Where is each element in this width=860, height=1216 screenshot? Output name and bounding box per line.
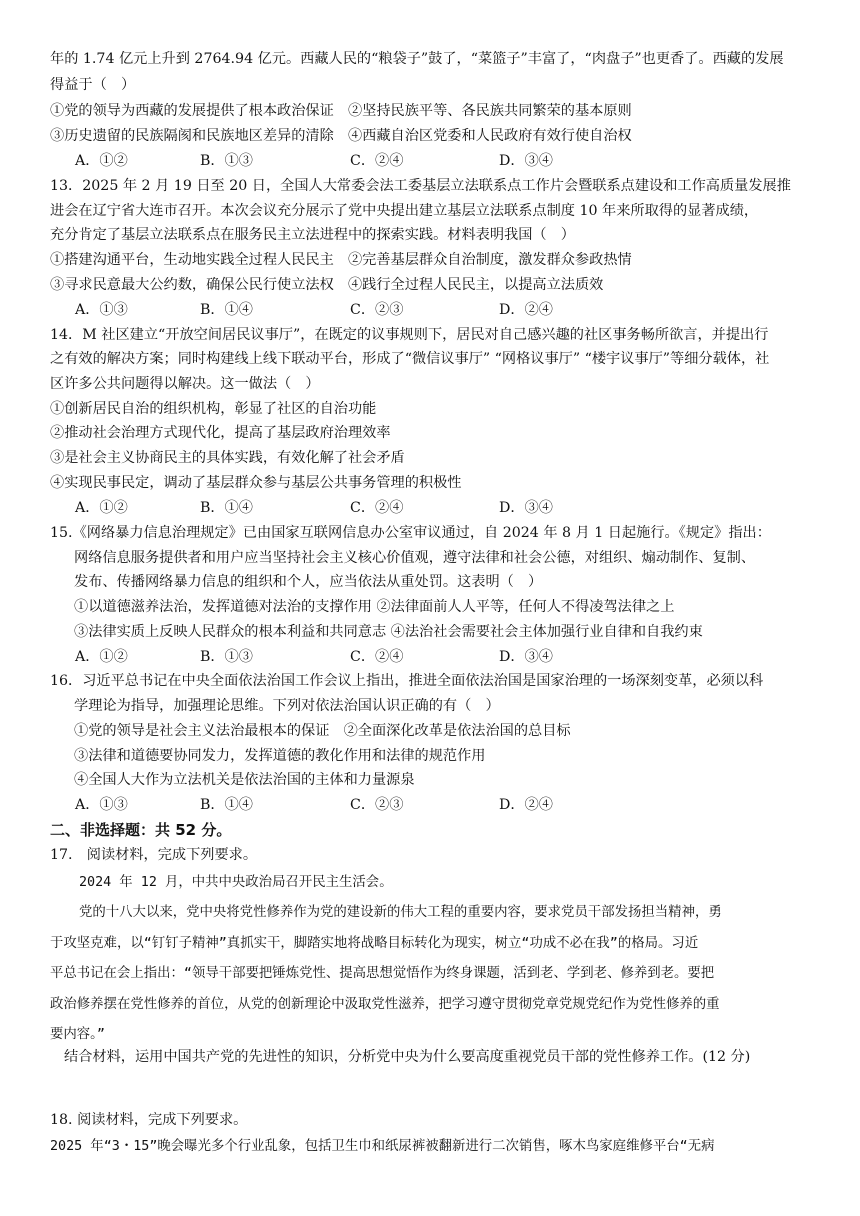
q13-line3: 充分肯定了基层立法联系点在服务民主立法进程中的探索实践。材料表明我国（ ） xyxy=(50,227,575,243)
q17-stem: 17. 阅读材料，完成下列要求。 xyxy=(50,847,258,863)
option-d: D．②④ xyxy=(499,797,553,813)
option-b: B．①④ xyxy=(200,797,253,813)
q17-material-line5: 政治修养摆在党性修养的首位，从党的创新理论中汲取党性滋养，把学习遵守贯彻党章党规党纪作为党性修养的重 xyxy=(50,997,720,1012)
option-c: C．②③ xyxy=(350,797,404,813)
option-d: D．③④ xyxy=(499,153,553,169)
q17-material-line4: 平总书记在会上指出：“领导干部要把锤炼党性、提高思想觉悟作为终身课题，活到老、学到老、修养到老。要把 xyxy=(50,966,715,981)
option-a: A．①② xyxy=(75,649,128,665)
option-c: C．②④ xyxy=(350,649,404,665)
q13-line2: 进会在辽宁省大连市召开。本次会议充分展示了党中央提出建立基层立法联系点制度 10 年来所取得的显著成绩， xyxy=(50,203,759,219)
q14-line2: 之有效的解决方案；同时构建线上线下联动平台，形成了“微信议事厅” “网格议事厅” “楼宇议事厅”等细分载体，社 xyxy=(50,351,770,367)
option-c: C．②③ xyxy=(350,302,404,318)
q17-material-line2: 党的十八大以来，党中央将党性修养作为党的建设新的伟大工程的重要内容，要求党员干部发扬担当精神，勇 xyxy=(79,905,722,920)
option-b: B．①③ xyxy=(200,649,253,665)
section-heading: 二、非选择题：共 52 分。 xyxy=(50,821,232,839)
option-b: B．①③ xyxy=(200,153,253,169)
q17-material-line3: 于攻坚克难，以“钉钉子精神”真抓实干，脚踏实地将战略目标转化为现实，树立“功成不必在我”的格局。习近 xyxy=(50,936,699,951)
option-a: A．①③ xyxy=(75,302,128,318)
q14-line1: 14．M 社区建立“开放空间居民议事厅”，在既定的议事规则下，居民对自己感兴趣的社区事务畅所欲言，并提出行 xyxy=(50,327,769,343)
option-a: A．①② xyxy=(75,153,128,169)
q13-item2: ③寻求民意最大公约数，确保公民行使立法权 ④践行全过程人民民主，以提高立法质效 xyxy=(50,277,604,293)
option-d: D．③④ xyxy=(499,500,553,516)
q16-line1: 16．习近平总书记在中央全面依法治国工作会议上指出，推进全面依法治国是国家治理的一场深刻变革，必须以科 xyxy=(50,673,764,689)
q17-question: 结合材料，运用中国共产党的先进性的知识，分析党中央为什么要高度重视党员干部的党性修养工作。(12 分) xyxy=(64,1049,751,1065)
q12-item2: ③历史遗留的民族隔阂和民族地区差异的清除 ④西藏自治区党委和人民政府有效行使自治权 xyxy=(50,128,632,144)
q18-stem: 18. 阅读材料，完成下列要求。 xyxy=(50,1112,248,1128)
option-d: D．②④ xyxy=(499,302,553,318)
option-a: A．①③ xyxy=(75,797,128,813)
q13-item1: ①搭建沟通平台，生动地实践全过程人民民主 ②完善基层群众自治制度，激发群众参政热情 xyxy=(50,252,632,268)
q16-line2: 学理论为指导，加强理论思维。下列对依法治国认识正确的有（ ） xyxy=(74,698,500,714)
q14-item4: ④实现民事民定，调动了基层群众参与基层公共事务管理的积极性 xyxy=(50,475,462,491)
option-a: A．①② xyxy=(75,500,128,516)
q14-line3: 区许多公共问题得以解决。这一做法（ ） xyxy=(50,376,320,392)
option-b: B．①④ xyxy=(200,500,253,516)
q12-line2: 得益于（ ） xyxy=(50,77,136,93)
option-d: D．③④ xyxy=(499,649,553,665)
q14-item1: ①创新居民自治的组织机构，彰显了社区的自治功能 xyxy=(50,401,377,417)
q15-item1: ①以道德滋养法治，发挥道德对法治的支撑作用 ②法律面前人人平等，任何人不得凌驾法律之上 xyxy=(74,599,675,615)
option-c: C．②④ xyxy=(350,153,404,169)
option-c: C．②④ xyxy=(350,500,404,516)
q17-material-line6: 要内容。” xyxy=(50,1027,105,1042)
q15-line2: 网络信息服务提供者和用户应当坚持社会主义核心价值观，遵守法律和社会公德，对组织、煽动制作、复制、 xyxy=(74,550,756,566)
q13-line1: 13．2025 年 2 月 19 日至 20 日，全国人大常委会法工委基层立法联系点工作片会暨联系点建设和工作高质量发展推 xyxy=(50,178,791,194)
q14-item3: ③是社会主义协商民主的具体实践，有效化解了社会矛盾 xyxy=(50,450,405,466)
q16-item2: ③法律和道德要协同发力，发挥道德的教化作用和法律的规范作用 xyxy=(74,748,486,764)
q17-material-line1: 2024 年 12 月，中共中央政治局召开民主生活会。 xyxy=(79,875,393,890)
q12-line1: 年的 1.74 亿元上升到 2764.94 亿元。西藏人民的“粮袋子”鼓了，“菜篮子”丰富了，“肉盘子”也更香了。西藏的发展 xyxy=(50,51,784,67)
q15-item2: ③法律实质上反映人民群众的根本利益和共同意志 ④法治社会需要社会主体加强行业自律和自我约束 xyxy=(74,624,703,640)
q16-item1: ①党的领导是社会主义法治最根本的保证 ②全面深化改革是依法治国的总目标 xyxy=(74,723,571,739)
q16-item3: ④全国人大作为立法机关是依法治国的主体和力量源泉 xyxy=(74,772,415,788)
option-b: B．①④ xyxy=(200,302,253,318)
q15-line3: 发布、传播网络暴力信息的组织和个人，应当依法从重处罚。这表明（ ） xyxy=(74,574,543,590)
q14-item2: ②推动社会治理方式现代化，提高了基层政府治理效率 xyxy=(50,425,391,441)
q18-material-line1: 2025 年“3・15”晚会曝光多个行业乱象，包括卫生巾和纸尿裤被翻新进行二次销售，啄木鸟家庭维修平台“无病 xyxy=(50,1139,715,1154)
q12-item1: ①党的领导为西藏的发展提供了根本政治保证 ②坚持民族平等、各民族共同繁荣的基本原则 xyxy=(50,103,632,119)
q15-line1: 15.《网络暴力信息治理规定》已由国家互联网信息办公室审议通过，自 2024 年 8 月 1 日起施行。《规定》指出： xyxy=(50,525,771,541)
